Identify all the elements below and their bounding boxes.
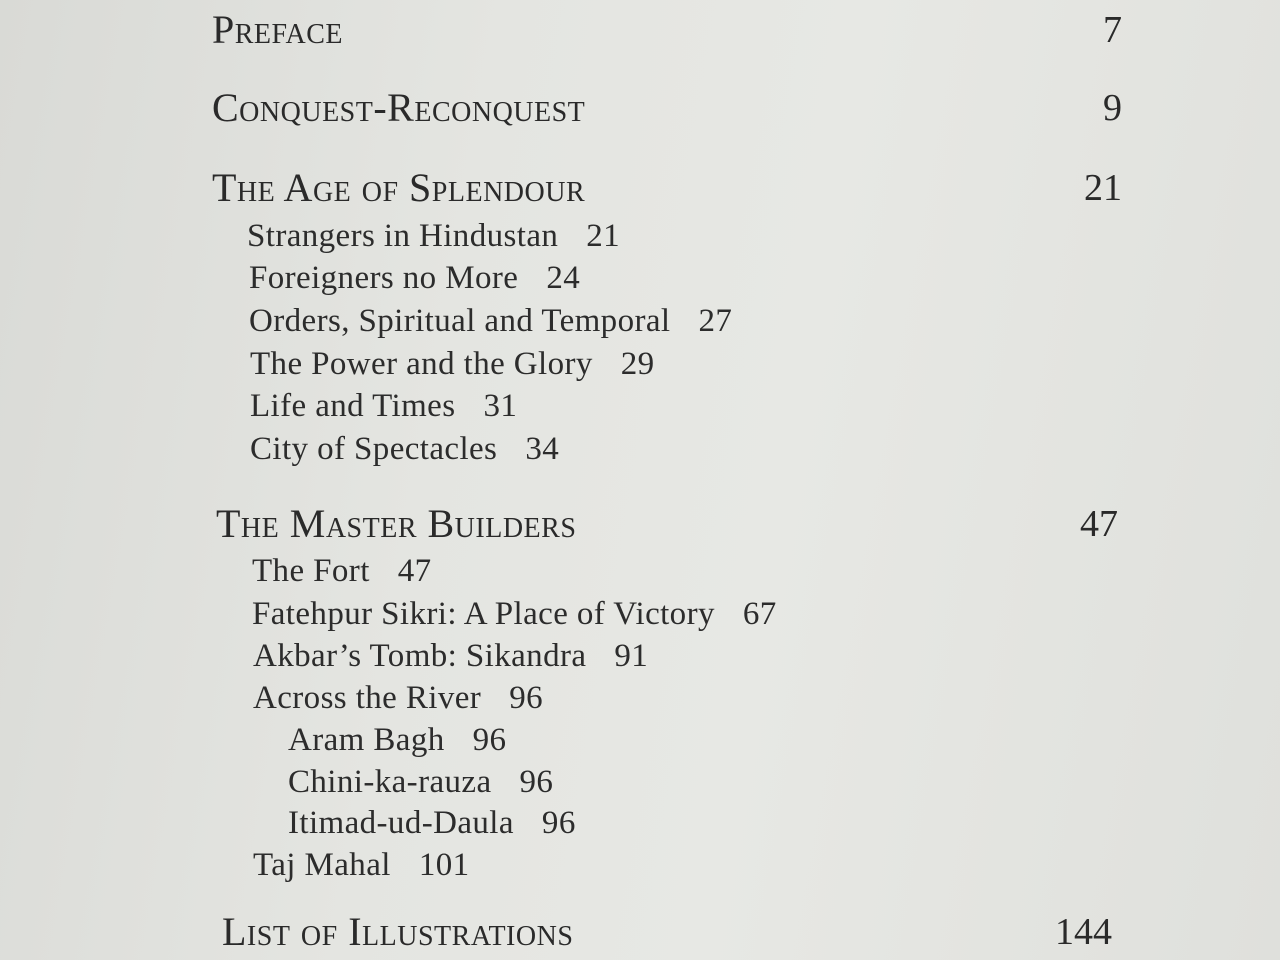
section-page-number: 29: [620, 346, 655, 382]
section-title: Taj Mahal: [253, 847, 391, 883]
section-page-number: 67: [742, 596, 777, 632]
subsection-page-number: 96: [472, 722, 507, 758]
toc-chapter-preface: [212, 6, 1122, 54]
section-title: Strangers in Hindustan: [247, 218, 559, 254]
section-page-number: 31: [483, 388, 518, 424]
section-title: Orders, Spiritual and Temporal: [249, 303, 671, 339]
toc-chapter-age-of-splendour: [212, 164, 1122, 212]
toc-section: [250, 386, 517, 426]
section-page-number: 91: [614, 638, 649, 674]
section-page-number: 96: [509, 680, 543, 716]
chapter-page-number: 144: [1055, 911, 1112, 953]
subsection-page-number: 96: [519, 764, 554, 800]
chapter-title: The Age of Splendour: [212, 165, 586, 210]
section-title: Akbar’s Tomb: Sikandra: [253, 638, 587, 674]
chapter-page-number: 7: [1103, 9, 1122, 51]
toc-section: [253, 636, 648, 676]
toc-chapter-conquest-reconquest: [212, 84, 1122, 132]
toc-section: [249, 301, 732, 341]
section-page-number: 34: [525, 431, 560, 467]
toc-subsection: [288, 762, 553, 802]
toc-section: [250, 344, 655, 384]
chapter-title: Conquest-Reconquest: [212, 85, 586, 130]
toc-section: [253, 678, 543, 718]
chapter-title: The Master Builders: [216, 501, 577, 546]
section-page-number: 27: [698, 303, 733, 339]
section-page-number: 21: [586, 218, 621, 254]
toc-section: [253, 845, 470, 885]
chapter-title: Preface: [212, 7, 344, 52]
section-page-number: 24: [546, 260, 581, 296]
section-title: The Power and the Glory: [250, 346, 593, 382]
subsection-title: Aram Bagh: [288, 722, 445, 758]
toc-chapter-master-builders: [216, 500, 1118, 548]
subsection-page-number: 96: [541, 805, 576, 841]
toc-section: [250, 429, 559, 469]
toc-section: [252, 551, 432, 591]
toc-subsection: [288, 803, 576, 843]
section-title: The Fort: [252, 553, 370, 589]
toc-section: [249, 258, 580, 298]
chapter-page-number: 47: [1080, 503, 1118, 545]
toc-section: [252, 594, 777, 634]
toc-section: [247, 216, 620, 256]
subsection-title: Itimad-ud-Daula: [288, 805, 514, 841]
section-title: City of Spectacles: [250, 431, 498, 467]
subsection-title: Chini-ka-rauza: [288, 764, 492, 800]
toc-chapter-list-of-illustrations: [222, 908, 1112, 956]
toc-subsection: [288, 720, 506, 760]
section-title: Foreigners no More: [249, 260, 519, 296]
chapter-page-number: 9: [1103, 87, 1122, 129]
chapter-title: List of Illustrations: [222, 909, 574, 954]
section-title: Across the River: [253, 680, 482, 716]
chapter-page-number: 21: [1084, 167, 1122, 209]
section-page-number: 101: [418, 847, 470, 883]
section-page-number: 47: [397, 553, 432, 589]
section-title: Life and Times: [250, 388, 456, 424]
section-title: Fatehpur Sikri: A Place of Victory: [252, 596, 715, 632]
